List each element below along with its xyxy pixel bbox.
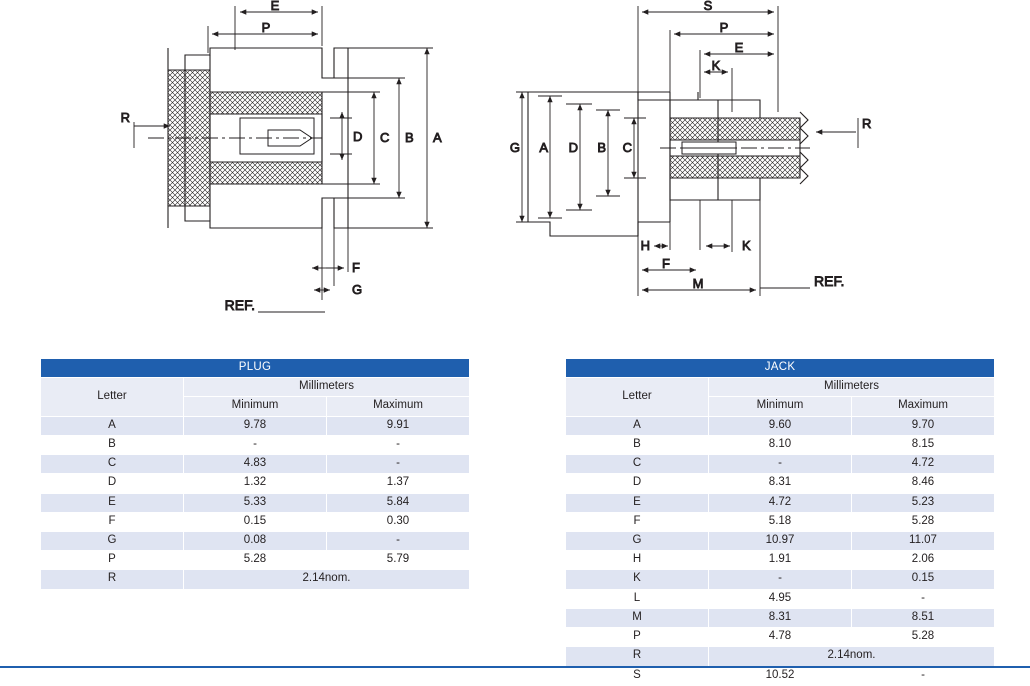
row-min-value: 9.60 — [709, 416, 852, 435]
table-row — [566, 512, 995, 531]
plug-dimensions-table — [40, 358, 470, 590]
row-max-value: 2.06 — [852, 551, 995, 570]
plug-label-B: B — [405, 130, 414, 145]
jack-label-C: C — [622, 140, 632, 155]
table-row — [41, 493, 470, 512]
table-row — [41, 512, 470, 531]
row-max-value: 0.15 — [852, 570, 995, 589]
jack-header-min: Minimum — [709, 397, 852, 416]
row-max-value: 8.15 — [852, 435, 995, 454]
row-letter: A — [566, 416, 709, 435]
plug-label-P: P — [261, 20, 271, 35]
row-letter: A — [41, 416, 184, 435]
row-max-value: 4.72 — [852, 455, 995, 474]
row-span-value: 2.14nom. — [184, 570, 470, 589]
table-row — [566, 455, 995, 474]
row-max-value: 5.79 — [327, 551, 470, 570]
row-max-value: 0.30 — [327, 512, 470, 531]
row-letter: D — [41, 474, 184, 493]
row-letter: K — [566, 570, 709, 589]
row-min-value: - — [709, 455, 852, 474]
row-max-value: 9.91 — [327, 416, 470, 435]
table-row — [566, 589, 995, 608]
row-letter: H — [566, 551, 709, 570]
table-row — [566, 647, 995, 666]
table-row — [566, 531, 995, 550]
plug-label-R: R — [120, 110, 130, 125]
row-letter: C — [41, 455, 184, 474]
plug-label-E: E — [270, 0, 280, 13]
row-min-value: 0.15 — [184, 512, 327, 531]
row-max-value: - — [327, 531, 470, 550]
table-row — [41, 551, 470, 570]
jack-cross-section-drawing — [510, 0, 930, 345]
jack-label-B: B — [597, 140, 606, 155]
row-max-value: 9.70 — [852, 416, 995, 435]
row-min-value: 8.31 — [709, 474, 852, 493]
row-min-value: 8.10 — [709, 435, 852, 454]
table-row — [41, 435, 470, 454]
jack-label-P: P — [719, 20, 729, 35]
row-min-value: 8.31 — [709, 608, 852, 627]
row-max-value: 5.23 — [852, 493, 995, 512]
row-max-value: 8.46 — [852, 474, 995, 493]
plug-table-title: PLUG — [41, 359, 470, 378]
row-max-value: - — [852, 589, 995, 608]
jack-label-M: M — [692, 276, 704, 291]
plug-header-units: Millimeters — [184, 378, 470, 397]
plug-header-max: Maximum — [327, 397, 470, 416]
row-letter: D — [566, 474, 709, 493]
row-min-value: 4.72 — [709, 493, 852, 512]
row-min-value: 4.83 — [184, 455, 327, 474]
row-max-value: - — [852, 666, 995, 685]
jack-label-A: A — [539, 140, 548, 155]
row-max-value: 8.51 — [852, 608, 995, 627]
table-row — [566, 608, 995, 627]
row-min-value: 9.78 — [184, 416, 327, 435]
row-letter: B — [41, 435, 184, 454]
row-min-value: 1.91 — [709, 551, 852, 570]
row-letter: M — [566, 608, 709, 627]
row-min-value: - — [709, 570, 852, 589]
jack-label-ref: REF. — [814, 273, 845, 289]
plug-label-D: D — [353, 129, 363, 144]
row-min-value: 0.08 — [184, 531, 327, 550]
table-row — [566, 435, 995, 454]
plug-label-ref: REF. — [224, 297, 255, 313]
table-row — [566, 493, 995, 512]
row-min-value: 10.97 — [709, 531, 852, 550]
jack-label-E: E — [734, 40, 744, 55]
row-min-value: 5.18 — [709, 512, 852, 531]
jack-label-K-top: K — [711, 58, 721, 73]
jack-label-F: F — [662, 256, 670, 271]
row-letter: E — [41, 493, 184, 512]
jack-label-D: D — [568, 140, 578, 155]
row-max-value: 11.07 — [852, 531, 995, 550]
footer-rule — [0, 666, 1030, 668]
row-letter: L — [566, 589, 709, 608]
plug-cross-section-drawing — [90, 0, 490, 345]
table-row — [41, 570, 470, 589]
row-max-value: - — [327, 435, 470, 454]
jack-label-K-bottom: K — [742, 238, 751, 253]
table-row — [566, 628, 995, 647]
row-min-value: 5.33 — [184, 493, 327, 512]
row-letter: P — [41, 551, 184, 570]
jack-label-H: H — [640, 238, 650, 253]
row-letter: R — [41, 570, 184, 589]
row-min-value: 5.28 — [184, 551, 327, 570]
jack-dimensions-table — [565, 358, 995, 686]
table-row — [566, 416, 995, 435]
row-letter: S — [566, 666, 709, 685]
plug-label-C: C — [380, 130, 390, 145]
row-min-value: - — [184, 435, 327, 454]
row-min-value: 4.95 — [709, 589, 852, 608]
jack-header-units: Millimeters — [709, 378, 995, 397]
row-max-value: 5.28 — [852, 628, 995, 647]
jack-label-R: R — [862, 116, 872, 131]
row-letter: G — [566, 531, 709, 550]
jack-header-max: Maximum — [852, 397, 995, 416]
row-max-value: 5.28 — [852, 512, 995, 531]
row-span-value: 2.14nom. — [709, 647, 995, 666]
row-letter: C — [566, 455, 709, 474]
row-letter: E — [566, 493, 709, 512]
table-row — [566, 570, 995, 589]
row-letter: G — [41, 531, 184, 550]
table-row — [41, 474, 470, 493]
jack-label-S: S — [703, 0, 713, 13]
table-row — [566, 474, 995, 493]
row-max-value: - — [327, 455, 470, 474]
row-min-value: 10.52 — [709, 666, 852, 685]
table-row — [41, 455, 470, 474]
table-row — [41, 531, 470, 550]
row-letter: F — [566, 512, 709, 531]
row-letter: R — [566, 647, 709, 666]
table-row — [566, 666, 995, 685]
row-letter: F — [41, 512, 184, 531]
jack-label-G: G — [510, 140, 520, 155]
row-max-value: 1.37 — [327, 474, 470, 493]
row-letter: B — [566, 435, 709, 454]
row-max-value: 5.84 — [327, 493, 470, 512]
plug-header-letter: Letter — [41, 378, 184, 416]
row-letter: P — [566, 628, 709, 647]
row-min-value: 4.78 — [709, 628, 852, 647]
plug-header-min: Minimum — [184, 397, 327, 416]
plug-label-F: F — [352, 260, 360, 275]
plug-label-A: A — [433, 130, 442, 145]
row-min-value: 1.32 — [184, 474, 327, 493]
table-row — [566, 551, 995, 570]
jack-header-letter: Letter — [566, 378, 709, 416]
plug-label-G: G — [352, 282, 363, 297]
jack-table-title: JACK — [566, 359, 995, 378]
table-row — [41, 416, 470, 435]
